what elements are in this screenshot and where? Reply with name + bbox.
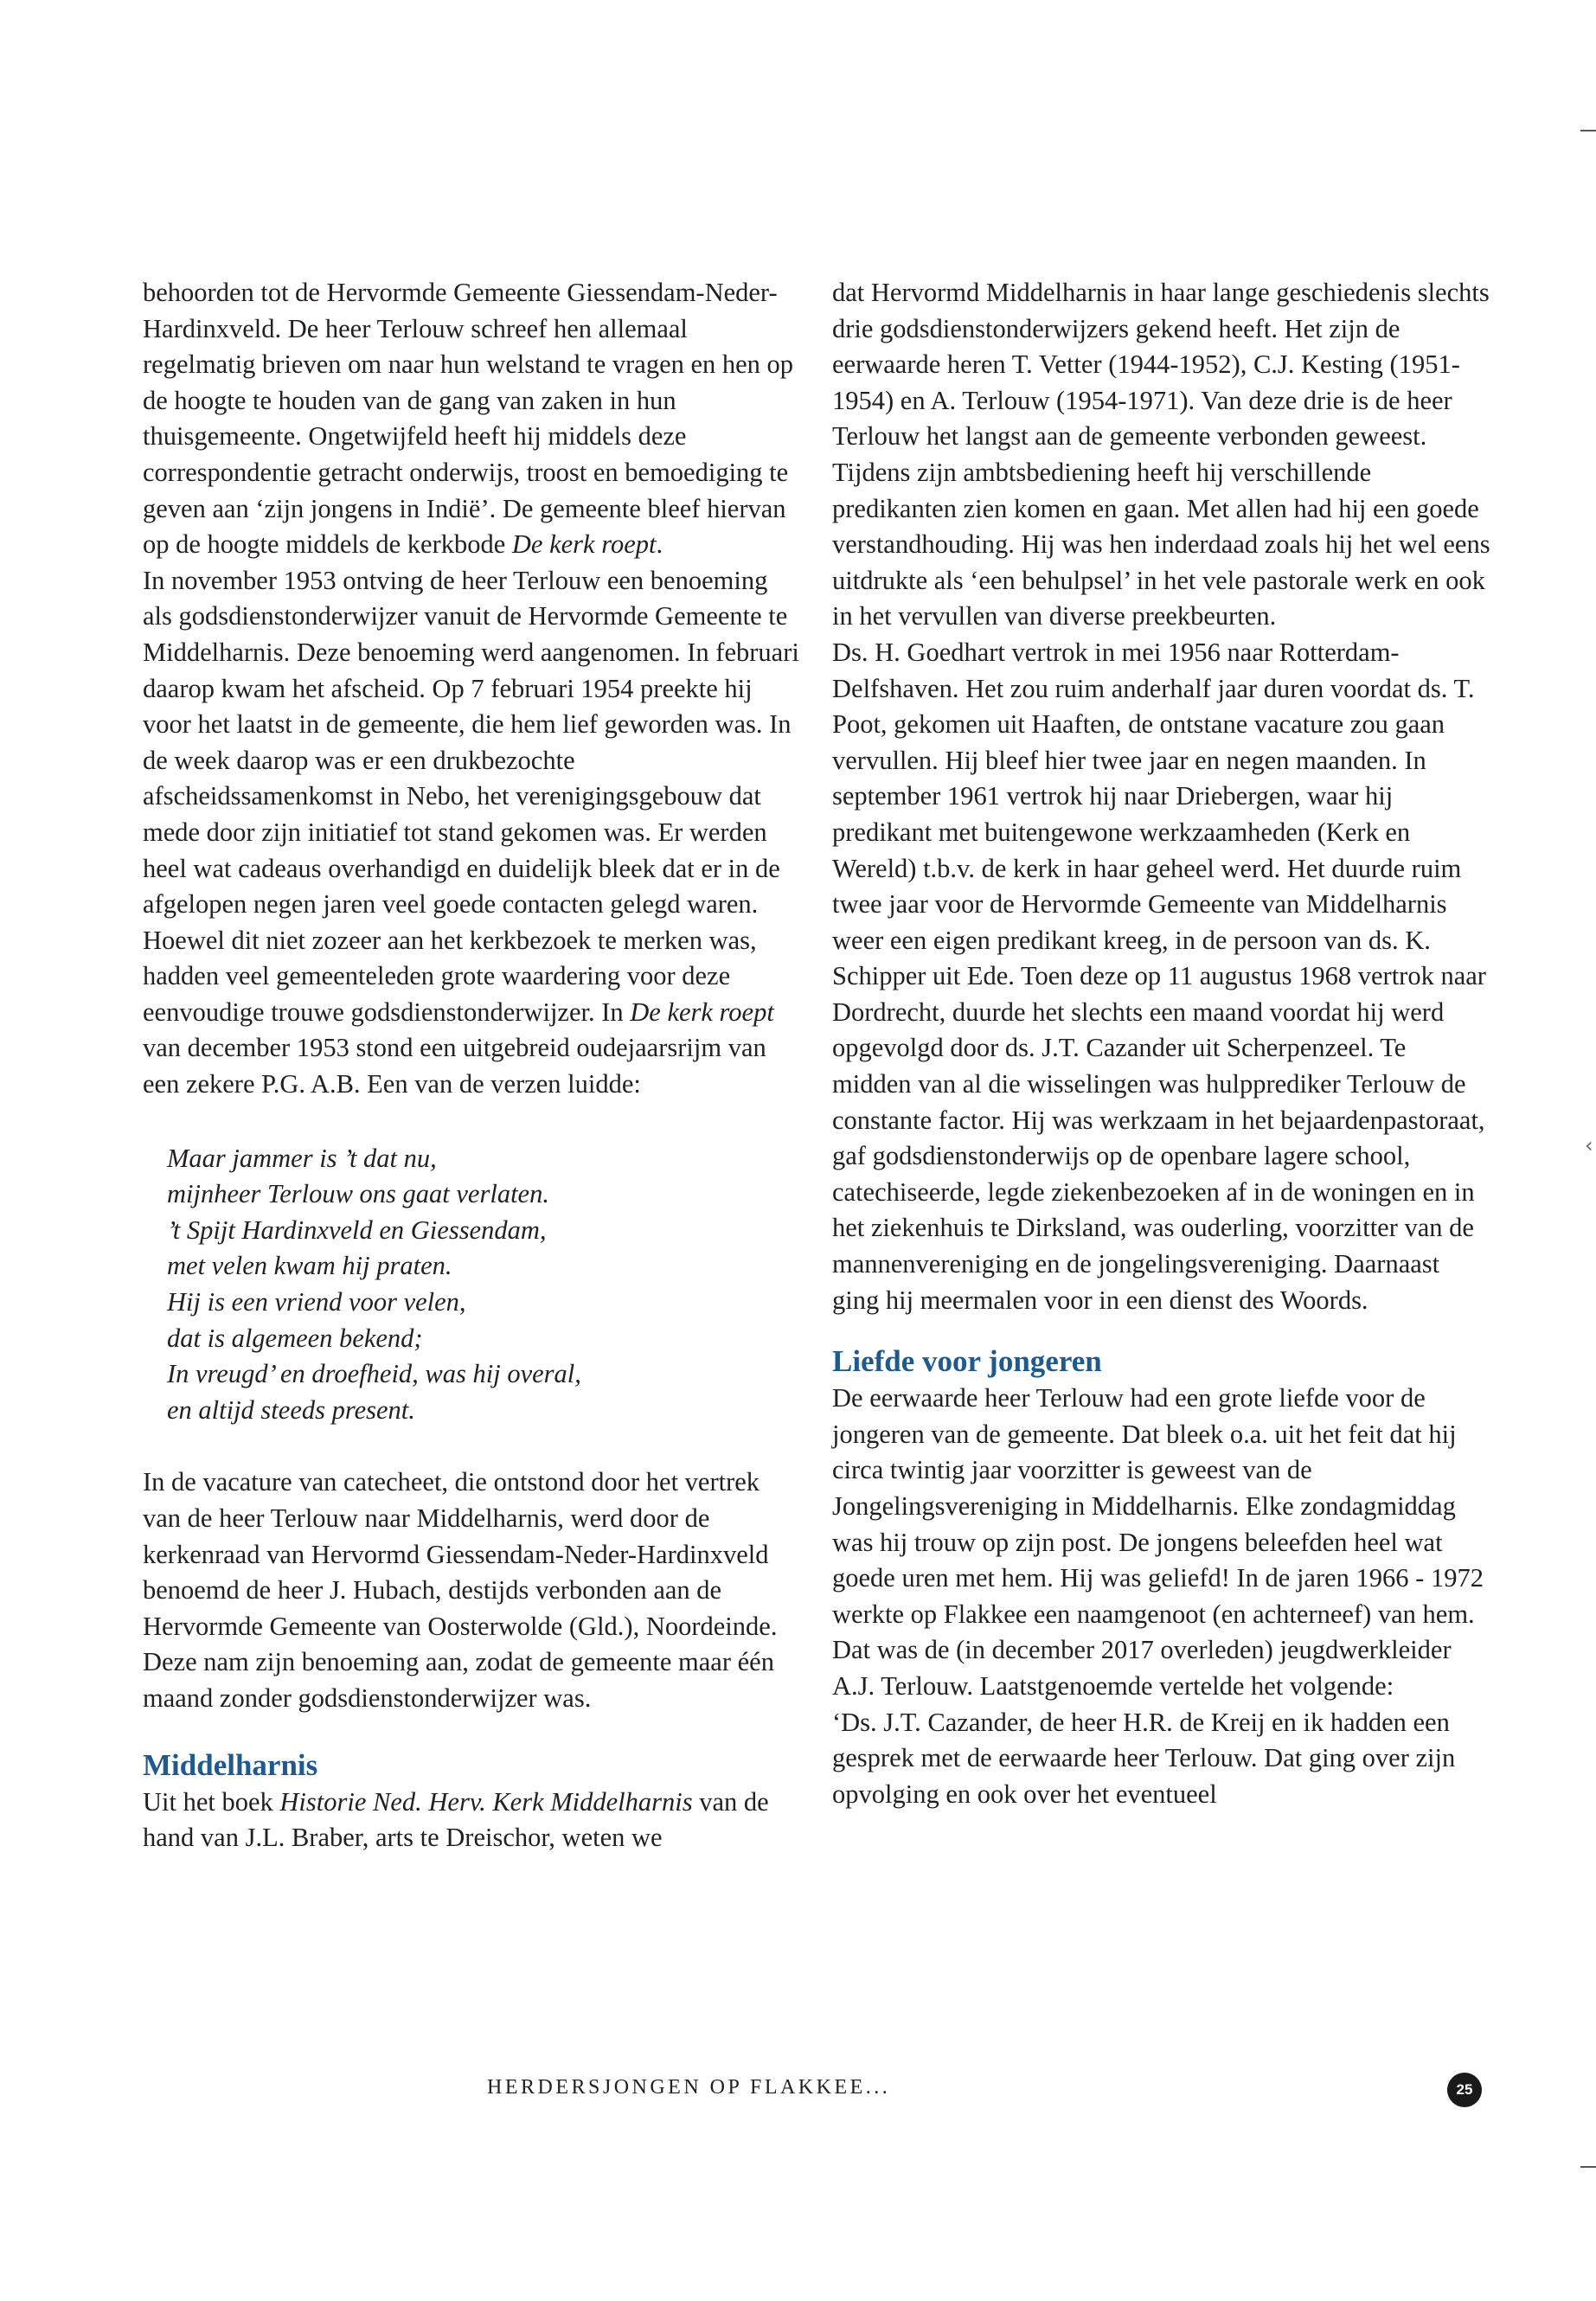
poem-line: In vreugd’ en droefheid, was hij overal, <box>167 1359 581 1389</box>
crop-mark-top <box>1580 130 1596 131</box>
paragraph: behoorden tot de Hervormde Gemeente Giessendam-Neder-Hardinxveld. De heer Terlouw schreef hen allemaal regelmatig brieven om naar hun welstand te vragen en hen op de hoogte te houden van de gang van zaken in hun thuisgemeente. Ongetwijfeld heeft hij middels deze correspondentie getracht onderwijs, troost en bemoediging te geven aan ‘zijn jongens in Indië’. De gemeente bleef hiervan op de hoogte middels de kerkbode De kerk roept. <box>143 278 794 560</box>
paragraph: dat Hervormd Middelharnis in haar lange geschiedenis slechts drie godsdienstonderwijzers gekend heeft. Het zijn de eerwaarde heren T. Vetter (1944-1952), C.J. Kesting (1951-1954) en A. Terlouw (1954-1971). Van deze drie is de heer Terlouw het langst aan de gemeente verbonden geweest. Tijdens zijn ambtsbediening heeft hij verschillende predikanten zien komen en gaan. Met allen had hij een goede verstandhouding. Hij was hen inderdaad zoals hij het wel eens uitdrukte als ‘een behulpsel’ in het vele pastorale werk en ook in het vervullen van diverse preekbeurten. <box>832 278 1490 631</box>
paragraph: Ds. H. Goedhart vertrok in mei 1956 naar Rotterdam-Delfshaven. Het zou ruim anderhalf jaar duren voordat ds. T. Poot, gekomen uit Haaften, de ontstane vacature zou gaan vervullen. Hij bleef hier twee jaar en negen maanden. In september 1961 vertrok hij naar Driebergen, waar hij predikant met buitengewone werkzaamheden (Kerk en Wereld) t.b.v. de kerk in haar geheel werd. Het duurde ruim twee jaar voor de Hervormde Gemeente van Middelharnis weer een eigen predikant kreeg, in de persoon van ds. K. Schipper uit Ede. Toen deze op 11 augustus 1968 vertrok naar Dordrecht, duurde het slechts een maand voordat hij werd opgevolgd door ds. J.T. Cazander uit Scherpenzeel. Te midden van al die wisselingen was hulpprediker Terlouw de constante factor. Hij was werkzaam in het bejaardenpastoraat, gaf godsdienstonderwijs op de openbare lagere school, catechiseerde, legde ziekenbezoeken af in de woningen en in het ziekenhuis te Dirksland, was ouderling, voorzitter van de mannenvereniging en de jongelingsvereniging. Daarnaast ging hij meermalen voor in een dienst des Woords. <box>832 637 1486 1315</box>
paragraph: ‘Ds. J.T. Cazander, de heer H.R. de Kreij en ik hadden een gesprek met de eerwaarde heer Terlouw. Dat ging over zijn opvolging en ook over het eventueel <box>832 1707 1456 1809</box>
paragraph: In november 1953 ontving de heer Terlouw een benoeming als godsdienstonderwijzer vanuit de Hervormde Gemeente te Middelharnis. Deze benoeming werd aangenomen. In februari daarop kwam het afscheid. Op 7 februari 1954 preekte hij voor het laatst in de gemeente, die hem lief geworden was. In de week daarop was er een drukbezochte afscheidssamenkomst in Nebo, het verenigingsgebouw dat mede door zijn initiatief tot stand gekomen was. Er werden heel wat cadeaus overhandigd en duidelijk bleek dat er in de afgelopen negen jaren veel goede contacten gelegd waren. Hoewel dit niet zozeer aan het kerkbezoek te merken was, hadden veel gemeenteleden grote waardering voor deze eenvoudige trouwe godsdienstonderwijzer. In De kerk roept van december 1953 stond een uitgebreid oudejaarsrijm van een zekere P.G. A.B. Een van de verzen luidde: <box>143 565 799 1099</box>
poem-line: mijnheer Terlouw ons gaat verlaten. <box>167 1179 549 1209</box>
right-column <box>832 275 1491 1812</box>
poem-line: en altijd steeds present. <box>167 1394 415 1425</box>
poem-line: Hij is een vriend voor velen, <box>167 1287 466 1317</box>
poem-line: dat is algemeen bekend; <box>167 1323 423 1353</box>
registration-mark-icon: ‹ <box>1585 1133 1593 1157</box>
section-heading: Middelharnis <box>143 1747 318 1782</box>
crop-mark-bottom <box>1580 2166 1596 2168</box>
running-footer: HERDERSJONGEN OP FLAKKEE... <box>487 2076 891 2099</box>
left-column <box>143 275 802 1856</box>
section-heading: Liefde voor jongeren <box>832 1344 1102 1379</box>
poem-line: Maar jammer is ’t dat nu, <box>167 1143 437 1173</box>
poem <box>167 1141 802 1429</box>
paragraph: In de vacature van catecheet, die ontstond door het vertrek van de heer Terlouw naar Middelharnis, werd door de kerkenraad van Hervormd Giessendam-Neder-Hardinxveld benoemd de heer J. Hubach, destijds verbonden aan de Hervormde Gemeente van Oosterwolde (Gld.), Noordeinde. Deze nam zijn benoeming aan, zodat de gemeente maar één maand zonder godsdienstonderwijzer was. <box>143 1467 778 1713</box>
page-number: 25 <box>1447 2073 1482 2107</box>
paragraph: De eerwaarde heer Terlouw had een grote liefde voor de jongeren van de gemeente. Dat bleek o.a. uit het feit dat hij circa twintig jaar voorzitter is geweest van de Jongelingsvereniging in Middelharnis. Elke zondagmiddag was hij trouw op zijn post. De jongens beleefden heel wat goede uren met hem. Hij was geliefd! In de jaren 1966 - 1972 werkte op Flakkee een naamgenoot (en achterneef) van hem. Dat was de (in december 2017 overleden) jeugdwerkleider A.J. Terlouw. Laatstgenoemde vertelde het volgende: <box>832 1383 1484 1701</box>
poem-line: ’t Spijt Hardinxveld en Giessendam, <box>167 1215 547 1245</box>
poem-line: met velen kwam hij praten. <box>167 1251 452 1281</box>
paragraph: Uit het boek Historie Ned. Herv. Kerk Middelharnis van de hand van J.L. Braber, arts te Dreischor, weten we <box>143 1786 769 1853</box>
